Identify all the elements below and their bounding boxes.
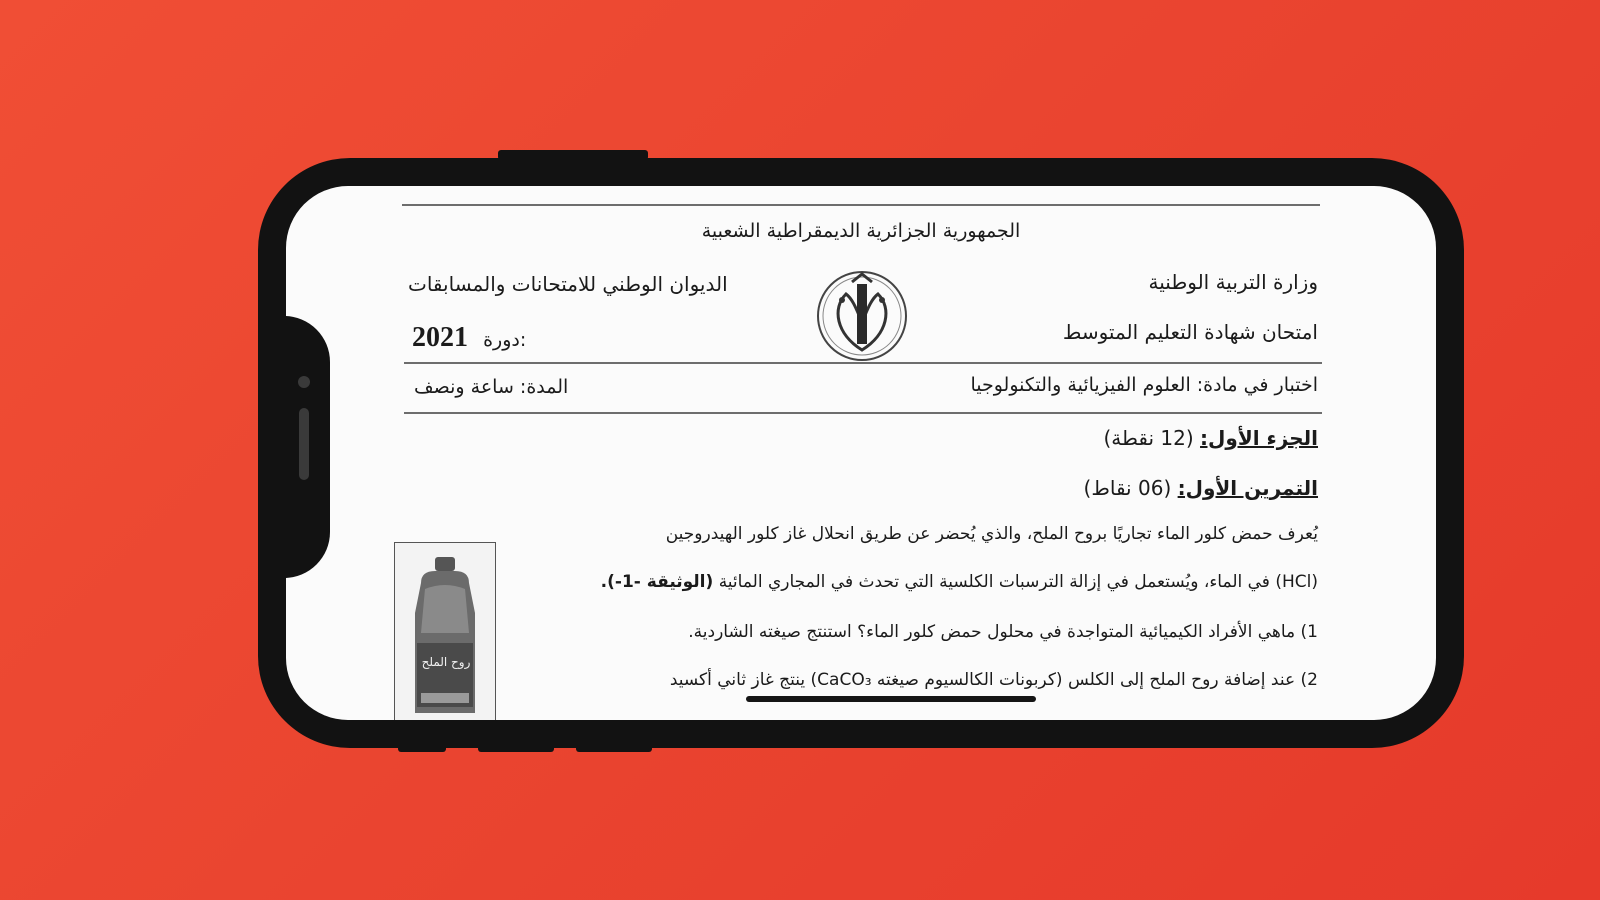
volume-up-button <box>398 740 446 752</box>
header-divider <box>404 362 1322 364</box>
paragraph-line-2 <box>601 572 1318 592</box>
duration-line: المدة: ساعة ونصف <box>414 376 569 398</box>
exam-document <box>286 186 1436 720</box>
office-label: الديوان الوطني للامتحانات والمسابقات <box>408 272 728 296</box>
home-indicator[interactable] <box>746 696 1036 702</box>
bottle-icon <box>395 543 495 720</box>
part-points: (12 نقطة) <box>1103 426 1194 450</box>
paragraph-line-2-text: (HCl) في الماء، ويُستعمل في إزالة الترسبات الكلسية التي تحدث في المجاري المائية <box>718 572 1318 592</box>
front-camera-icon <box>298 376 310 388</box>
exercise-points: (06 نقاط) <box>1083 476 1172 500</box>
phone-screen <box>286 186 1436 720</box>
ministry-seal-icon <box>816 270 908 362</box>
document-reference: (الوثيقة -1-). <box>600 572 714 592</box>
power-button <box>498 150 648 160</box>
subject-line: اختبار في مادة: العلوم الفيزيائية والتكنولوجيا <box>970 374 1318 396</box>
part-title: الجزء الأول: <box>1200 426 1318 450</box>
exercise-heading <box>1084 476 1318 500</box>
question-2: 2) عند إضافة روح الملح إلى الكلس (كربونات الكالسيوم صيغته CaCO₃) ينتج غاز ثاني أكسيد <box>669 670 1318 690</box>
silent-switch <box>576 740 652 752</box>
paragraph-line-1: يُعرف حمض كلور الماء تجاريًا بروح الملح، والذي يُحضر عن طريق انحلال غاز كلور الهيدروجين <box>665 524 1318 544</box>
session-label: دورة: <box>483 329 527 351</box>
session-year: 2021 <box>412 322 468 353</box>
hydrochloric-acid-bottle-image <box>394 542 496 720</box>
top-divider <box>402 204 1320 206</box>
speaker-grille <box>299 408 309 480</box>
session-info <box>412 322 526 354</box>
subject-divider <box>404 412 1322 414</box>
volume-down-button <box>478 740 554 752</box>
exam-title: امتحان شهادة التعليم المتوسط <box>1062 320 1318 344</box>
bottle-label: روح الملح <box>421 655 471 669</box>
phone-frame <box>258 158 1464 748</box>
republic-heading: الجمهورية الجزائرية الديمقراطية الشعبية <box>701 220 1021 242</box>
part-heading <box>1103 426 1318 450</box>
question-1: 1) ماهي الأفراد الكيميائية المتواجدة في محلول حمض كلور الماء؟ استنتج صيغته الشاردية. <box>688 622 1318 642</box>
exercise-title: التمرين الأول: <box>1177 476 1318 500</box>
phone-notch <box>286 316 330 578</box>
ministry-label: وزارة التربية الوطنية <box>1148 270 1318 294</box>
